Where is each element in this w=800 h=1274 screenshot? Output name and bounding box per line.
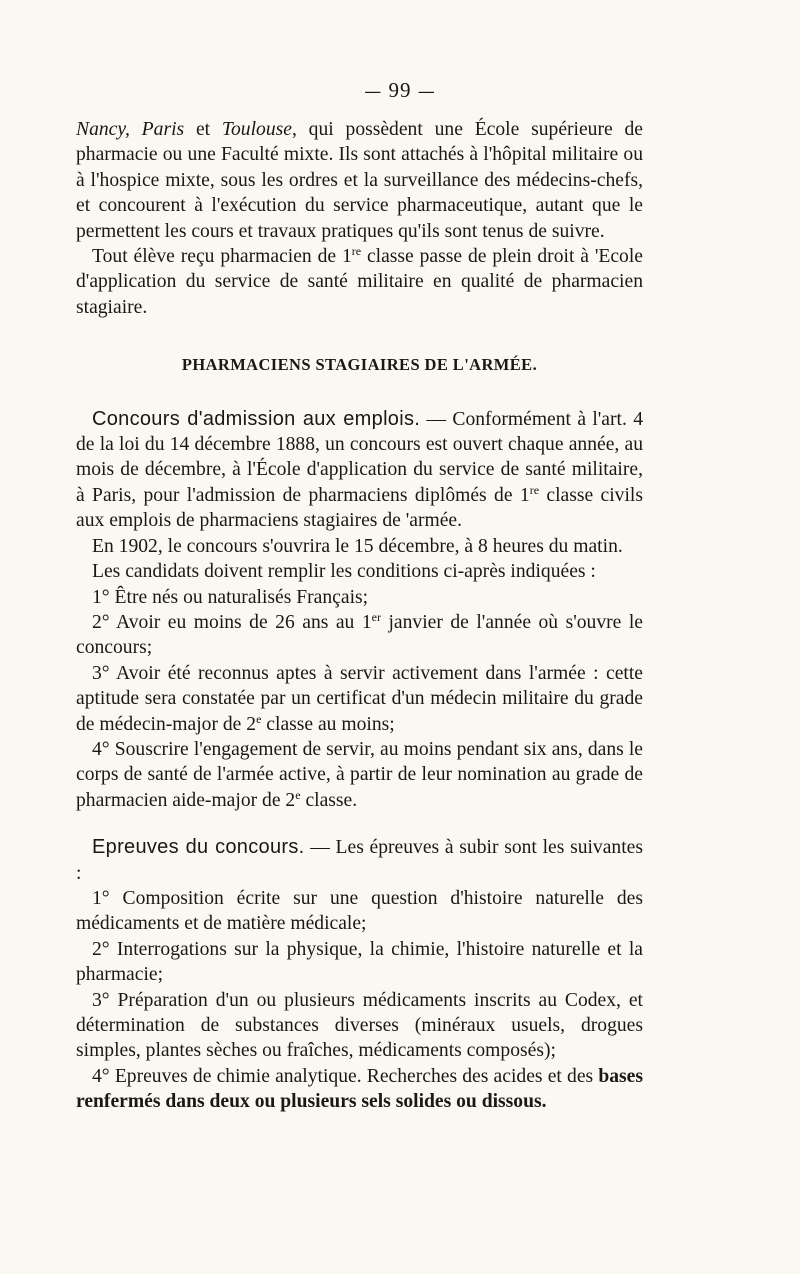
paragraph-contest-date: En 1902, le concours s'ouvrira le 15 décembre, à 8 heures du matin. bbox=[92, 535, 623, 557]
condition-1: 1° Être nés ou naturalisés Français; bbox=[92, 586, 369, 608]
text-run: classe. bbox=[300, 789, 358, 811]
text-run-bold: bases renfermés dans deux ou plusieurs sels solides ou dissous. bbox=[76, 1065, 643, 1113]
paragraph-attached-students bbox=[76, 117, 643, 244]
test-1: 1° Composition écrite sur une question d'histoire naturelle des médicaments et de matière médicale; bbox=[76, 887, 643, 935]
test-3: 3° Préparation d'un ou plusieurs médicaments inscrits au Codex, et détermination de substances diverses (minéraux usuels, drogues simples, plantes sèches ou fraîches, médicaments composés); bbox=[76, 989, 643, 1062]
conjunction: et bbox=[184, 119, 222, 140]
page-number bbox=[0, 78, 800, 103]
text-run: janvier de l'année où s'ouvre le concours; bbox=[76, 611, 643, 659]
superscript: re bbox=[351, 244, 362, 259]
rubric-tests: Epreuves du concours. bbox=[92, 836, 305, 859]
condition-4 bbox=[76, 737, 643, 813]
condition-3 bbox=[76, 661, 643, 737]
city-names: Nancy, Paris bbox=[76, 119, 185, 140]
superscript: e bbox=[256, 711, 262, 726]
text-run: classe civils aux emplois de pharmaciens stagiaires de 'armée. bbox=[76, 484, 643, 532]
superscript: er bbox=[371, 609, 381, 624]
test-4 bbox=[76, 1064, 643, 1115]
superscript: re bbox=[529, 482, 540, 497]
rubric-admission: Concours d'admission aux emplois. bbox=[92, 407, 421, 430]
folio-dash-left: — bbox=[364, 82, 383, 102]
section-heading: PHARMACIENS STAGIAIRES DE L'ARMÉE. bbox=[181, 355, 538, 375]
city-toulouse: Toulouse bbox=[221, 119, 292, 140]
text-run: classe passe de plein droit à 'Ecole d'application du service de santé militaire en qualité de pharmacien stagiaire. bbox=[76, 246, 643, 318]
text-run: 2° Avoir eu moins de 26 ans au 1 bbox=[92, 611, 372, 633]
condition-2 bbox=[76, 610, 643, 661]
paragraph-conditions-intro: Les candidats doivent remplir les conditions ci-après indiquées : bbox=[92, 561, 596, 583]
text-run: — Les épreuves à subir sont les suivantes : bbox=[76, 837, 643, 884]
page-body bbox=[76, 117, 643, 1115]
test-2: 2° Interrogations sur la physique, la chimie, l'histoire naturelle et la pharmacie; bbox=[76, 938, 643, 986]
paragraph-admission-contest bbox=[76, 407, 643, 534]
folio-dash-right: — bbox=[417, 82, 436, 102]
text-run: — Conformément à l'art. 4 de la loi du 14 décembre 1888, un concours est ouvert chaque année, au mois de décembre, à l'École d'application du service de santé militaire, à Paris, pour l'admission de pharmaciens diplômés de 1 bbox=[76, 408, 643, 506]
text-run: 3° Avoir été reconnus aptes à servir activement dans l'armée : cette aptitude sera constatée par un certificat d'un médecin militaire du grade de médecin-major de 2 bbox=[76, 662, 643, 735]
text-run: Tout élève reçu pharmacien de 1 bbox=[92, 246, 352, 268]
paragraph-contest-tests bbox=[76, 835, 643, 886]
page-number-value: 99 bbox=[388, 78, 412, 102]
text-run: 4° Souscrire l'engagement de servir, au moins pendant six ans, dans le corps de santé de l'armée active, à partir de leur nomination au grade de pharmacien aide-major de 2 bbox=[76, 738, 643, 811]
superscript: e bbox=[295, 787, 301, 802]
paragraph-pharmacist-first-class bbox=[76, 244, 643, 320]
text-run: classe au moins; bbox=[261, 713, 395, 735]
paragraph-text: , qui possèdent une École supérieure de pharmacie ou une Faculté mixte. Ils sont attachés à l'hôpital militaire ou à l'hospice mixte, sous les ordres et la surveillance des médecins-chefs, et concourent à l'exécution du service pharmaceutique, autant que le permettent les cours et travaux pratiques qu'ils sont tenus de suivre. bbox=[76, 119, 644, 242]
text-run: 4° Epreuves de chimie analytique. Recherches des acides et des bbox=[92, 1065, 594, 1087]
